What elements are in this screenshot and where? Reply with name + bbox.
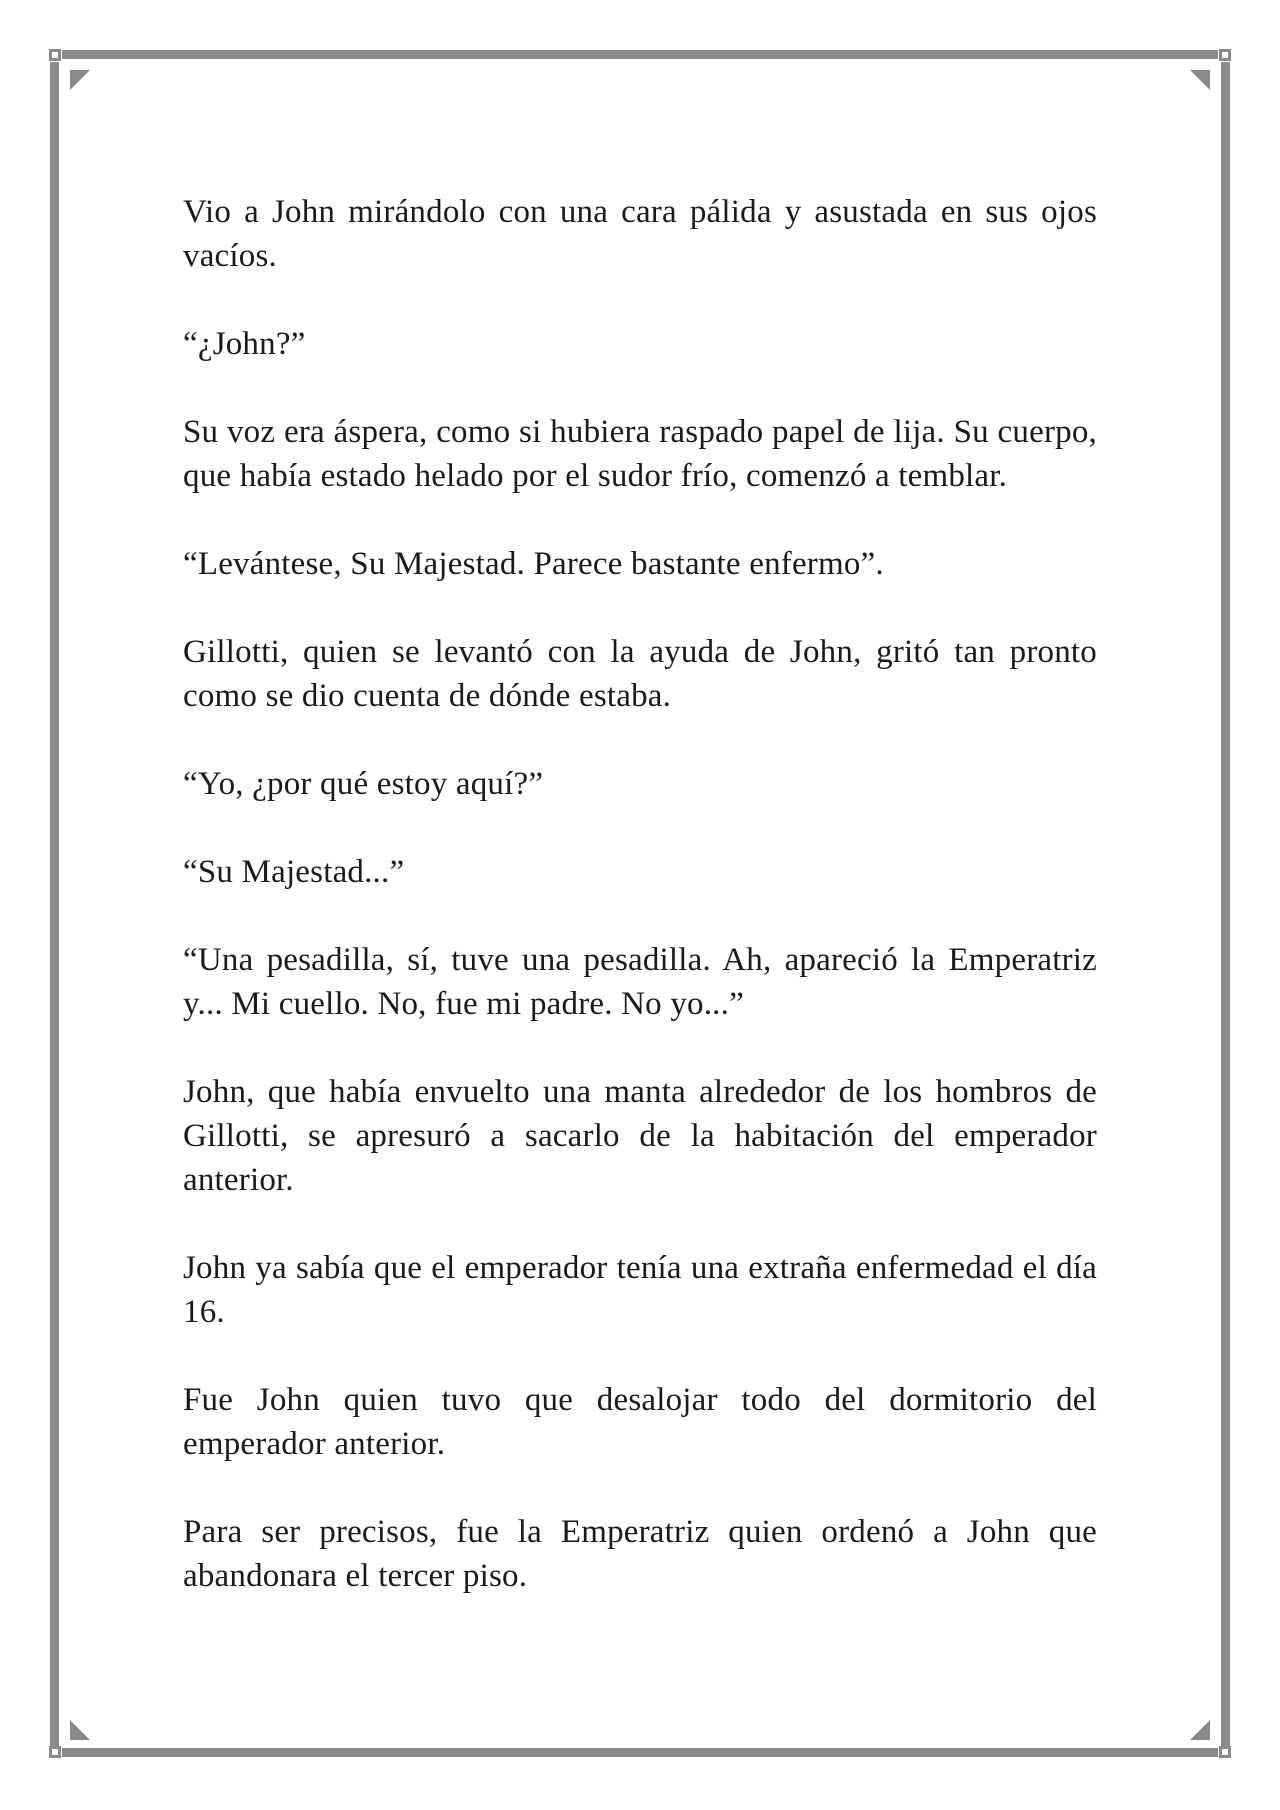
- frame-corner-knob-bottom-right: [1219, 1746, 1231, 1758]
- frame-corner-triangle-bottom-left: [70, 1720, 90, 1740]
- paragraph: “Yo, ¿por qué estoy aquí?”: [183, 766, 544, 802]
- paragraph: John ya sabía que el emperador tenía una extraña enfermedad el día 16.: [183, 1250, 1097, 1330]
- page-body: [183, 190, 1097, 1642]
- paragraph: “Una pesadilla, sí, tuve una pesadilla. Ah, apareció la Emperatriz y... Mi cuello. No, fue mi padre. No yo...”: [183, 942, 1097, 1022]
- frame-corner-triangle-top-right: [1190, 70, 1210, 90]
- paragraph: Vio a John mirándolo con una cara pálida y asustada en sus ojos vacíos.: [183, 194, 1097, 274]
- frame-bottom-border: [62, 1748, 1218, 1757]
- paragraph: “Su Majestad...”: [183, 854, 405, 890]
- frame-top-border: [62, 50, 1218, 59]
- frame-left-border: [50, 62, 59, 1748]
- paragraph: John, que había envuelto una manta alrededor de los hombros de Gillotti, se apresuró a sacarlo de la habitación del emperador anterior.: [183, 1074, 1097, 1198]
- paragraph: Para ser precisos, fue la Emperatriz quien ordenó a John que abandonara el tercer piso.: [183, 1514, 1097, 1594]
- paragraph: “Levántese, Su Majestad. Parece bastante enfermo”.: [183, 546, 884, 582]
- frame-corner-triangle-bottom-right: [1190, 1720, 1210, 1740]
- frame-corner-triangle-top-left: [70, 70, 90, 90]
- paragraph: Fue John quien tuvo que desalojar todo del dormitorio del emperador anterior.: [183, 1382, 1097, 1462]
- paragraph: Gillotti, quien se levantó con la ayuda de John, gritó tan pronto como se dio cuenta de dónde estaba.: [183, 634, 1097, 714]
- frame-right-border: [1221, 62, 1230, 1748]
- frame-corner-knob-top-left: [49, 49, 61, 61]
- paragraph: “¿John?”: [183, 326, 306, 362]
- paragraph: Su voz era áspera, como si hubiera raspado papel de lija. Su cuerpo, que había estado helado por el sudor frío, comenzó a temblar.: [183, 414, 1097, 494]
- frame-corner-knob-top-right: [1219, 49, 1231, 61]
- frame-corner-knob-bottom-left: [49, 1746, 61, 1758]
